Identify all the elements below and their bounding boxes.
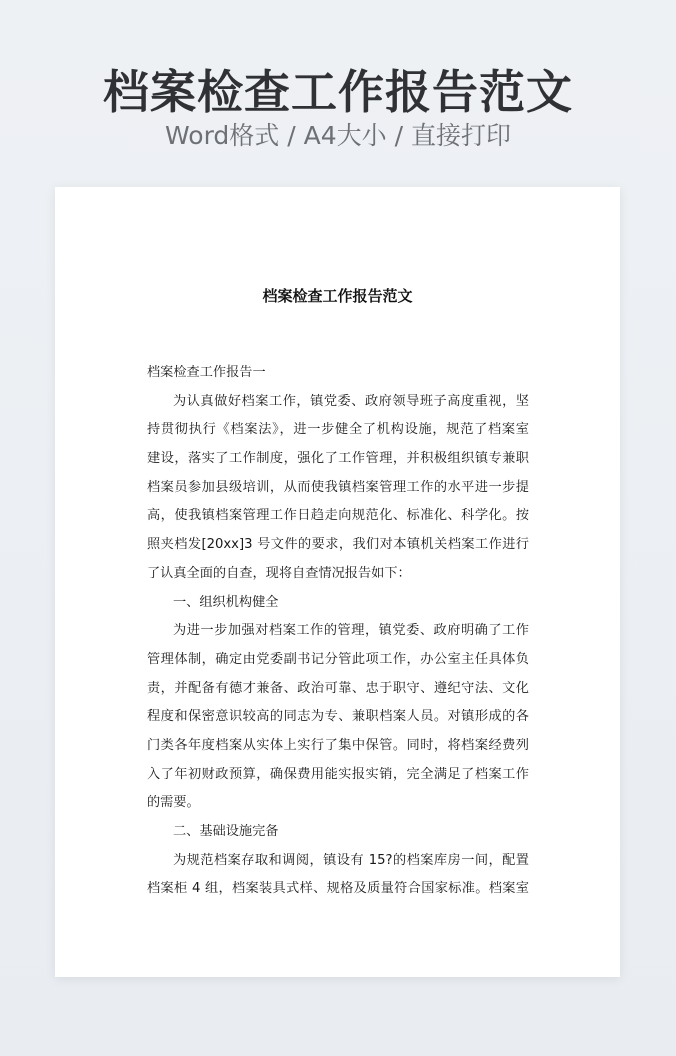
document-body	[147, 359, 529, 904]
section-heading: 一、组织机构健全	[173, 594, 279, 610]
paragraph-line: 的需要。	[147, 795, 200, 811]
paragraph-line: 了认真全面的自查，现将自查情况报告如下：	[147, 565, 411, 581]
paragraph-line: 为进一步加强对档案工作的管理，镇党委、政府明确了工作	[173, 623, 529, 639]
paragraph-line: 为规范档案存取和调阅，镇设有 15?的档案库房一间，配置	[173, 852, 529, 868]
paragraph-line: 为认真做好档案工作，镇党委、政府领导班子高度重视，坚	[173, 393, 529, 409]
paragraph-line: 责，并配备有德才兼备、政治可靠、忠于职守、遵纪守法、文化	[147, 680, 529, 696]
paragraph-line: 档案柜 4 组，档案装具式样、规格及质量符合国家标准。档案室	[147, 881, 529, 897]
document-page	[55, 187, 620, 977]
paragraph-line: 档案员参加县级培训，从而使我镇档案管理工作的水平进一步提	[147, 479, 529, 495]
banner-subtitle: Word格式 / A4大小 / 直接打印	[165, 121, 511, 150]
paragraph-line: 高，使我镇档案管理工作日趋走向规范化、标准化、科学化。按	[147, 508, 529, 524]
paragraph-line: 管理体制，确定由党委副书记分管此项工作，办公室主任具体负	[147, 651, 529, 667]
paragraph-line: 持贯彻执行《档案法》，进一步健全了机构设施，规范了档案室	[147, 422, 529, 438]
document-title: 档案检查工作报告范文	[262, 287, 413, 305]
section-heading: 二、基础设施完备	[173, 824, 279, 839]
paragraph-line: 入了年初财政预算，确保费用能实报实销，完全满足了档案工作	[147, 766, 529, 782]
banner-title: 档案检查工作报告范文	[103, 65, 573, 119]
paragraph-line: 门类各年度档案从实体上实行了集中保管。同时，将档案经费列	[147, 737, 529, 753]
paragraph-line: 建设，落实了工作制度，强化了工作管理，并积极组织镇专兼职	[147, 451, 529, 467]
paragraph-line: 档案检查工作报告一	[147, 365, 266, 380]
paragraph-line: 程度和保密意识较高的同志为专、兼职档案人员。对镇形成的各	[147, 709, 529, 725]
paragraph-line: 照夹档发[20xx]3 号文件的要求，我们对本镇机关档案工作进行	[147, 537, 529, 553]
